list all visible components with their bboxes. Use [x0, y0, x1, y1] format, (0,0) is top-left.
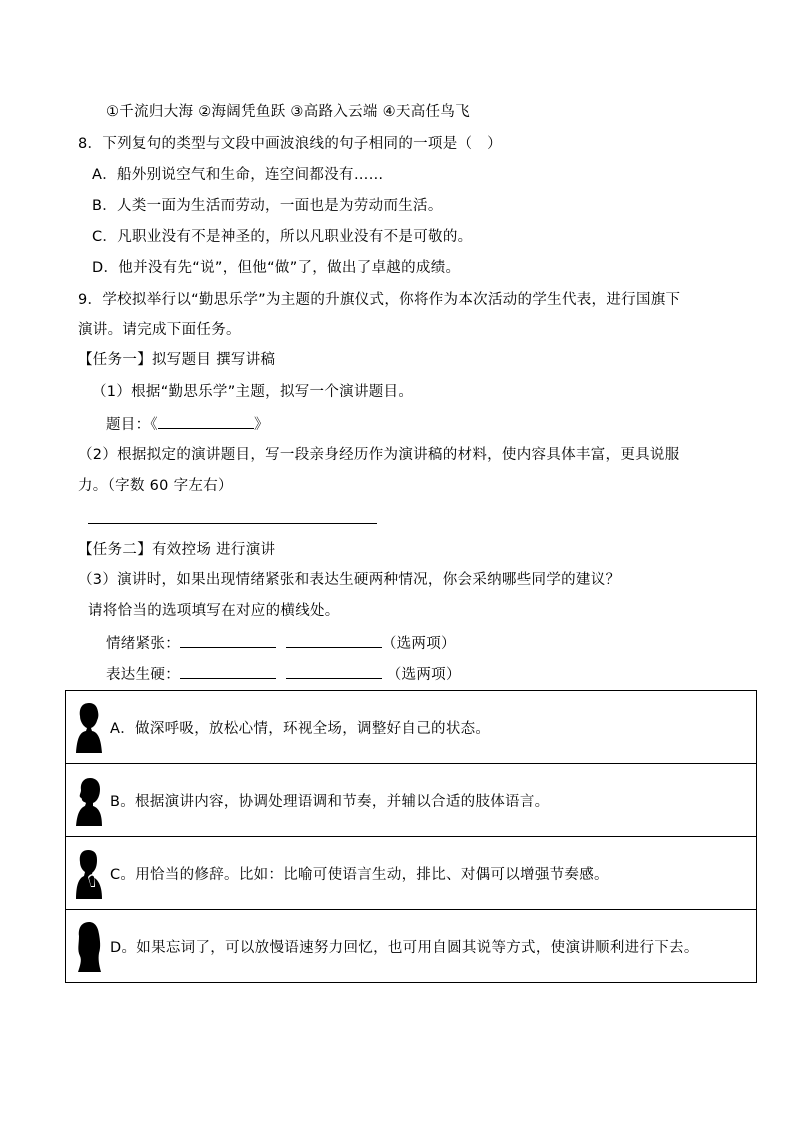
stiff-blank-2[interactable]	[286, 663, 382, 679]
q9-sub1: （1）根据“勤思乐学”主题，拟写一个演讲题目。	[92, 384, 414, 400]
nervous-note: （选两项）	[381, 636, 456, 652]
q8-option-d: D．他并没有先“说”，但他“做”了，做出了卓越的成绩。	[92, 260, 461, 276]
q8-option-a: A．船外别说空气和生命，连空间都没有……	[92, 167, 384, 183]
suggestion-row-d	[66, 910, 757, 983]
task2-title: 【任务二】有效控场 进行演讲	[78, 542, 276, 558]
q9-sub3-line2: 请将恰当的选项填写在对应的横线处。	[88, 603, 340, 619]
q8-option-b: B．人类一面为生活而劳动，一面也是为劳动而生活。	[92, 198, 443, 214]
student-silhouette-icon	[74, 774, 104, 826]
q8-option-c: C．凡职业没有不是神圣的，所以凡职业没有不是可敬的。	[92, 229, 473, 245]
nervous-label: 情绪紧张：	[106, 636, 180, 652]
student-silhouette-icon	[74, 701, 104, 753]
suggestion-a: A．做深呼吸，放松心情，环视全场，调整好自己的状态。	[110, 721, 491, 737]
writing-answer-line[interactable]	[88, 523, 377, 524]
student-silhouette-icon	[74, 847, 104, 899]
q9-stem-line2: 演讲。请完成下面任务。	[78, 322, 241, 338]
suggestion-c: C。用恰当的修辞。比如：比喻可使语言生动，排比、对偶可以增强节奏感。	[110, 867, 609, 883]
q9-sub2-line2: 力。（字数 60 字左右）	[78, 478, 233, 494]
suggestion-b: B。根据演讲内容，协调处理语调和节奏，并辅以合适的肢体语言。	[110, 794, 550, 810]
title-line	[106, 413, 269, 435]
student-silhouette-icon	[74, 920, 104, 972]
nervous-blank-2[interactable]	[286, 632, 382, 648]
suggestion-row-c	[66, 837, 757, 910]
stiff-note: （选两项）	[386, 667, 461, 683]
stiff-label: 表达生硬：	[106, 667, 180, 683]
q9-stem-line1: 9．学校拟举行以“勤思乐学”为主题的升旗仪式，你将作为本次活动的学生代表，进行国旗下	[78, 292, 681, 308]
q9-sub3-line1: （3）演讲时，如果出现情绪紧张和表达生硬两种情况，你会采纳哪些同学的建议？	[78, 572, 621, 588]
title-prefix: 题目：《	[106, 417, 158, 433]
title-input-blank[interactable]	[158, 413, 254, 429]
suggestion-row-b	[66, 764, 757, 837]
suggestion-table	[65, 690, 757, 983]
title-suffix: 》	[253, 417, 269, 433]
q8-stem: 8．下列复句的类型与文段中画波浪线的句子相同的一项是（ ）	[78, 136, 502, 152]
suggestion-row-a	[66, 691, 757, 764]
idiom-options-line: ①千流归大海 ②海阔凭鱼跃 ③高路入云端 ④天高任鸟飞	[106, 104, 470, 120]
nervous-blank-1[interactable]	[180, 632, 276, 648]
q9-sub2-line1: （2）根据拟定的演讲题目，写一段亲身经历作为演讲稿的材料，使内容具体丰富，更具说服	[78, 447, 680, 463]
nervous-answer-line	[106, 632, 456, 654]
suggestion-d: D。如果忘词了，可以放慢语速努力回忆，也可用自圆其说等方式，使演讲顺利进行下去。	[110, 940, 699, 956]
task1-title: 【任务一】拟写题目 撰写讲稿	[78, 352, 276, 368]
stiff-answer-line	[106, 663, 461, 685]
stiff-blank-1[interactable]	[180, 663, 276, 679]
